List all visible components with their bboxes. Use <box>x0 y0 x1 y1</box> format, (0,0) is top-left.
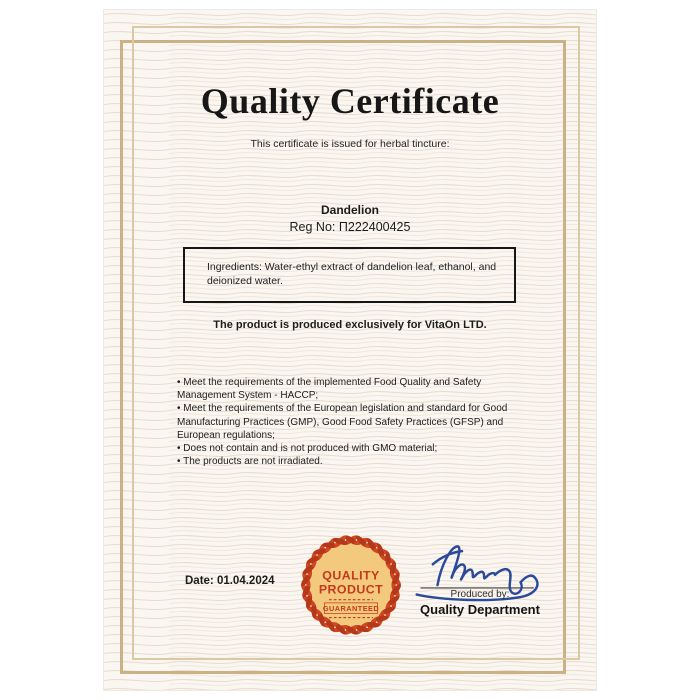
badge-line3: GUARANTEED <box>322 604 380 614</box>
signature-block <box>398 536 562 617</box>
quality-seal-icon <box>296 530 406 640</box>
requirements-list <box>177 376 533 468</box>
quality-department-label: Quality Department <box>420 602 540 617</box>
requirement-item: • Meet the requirements of the European legislation and standard for Good Manufacturing Practices (GMP), Good Food Safety Practices (GFSP) and European regulations; <box>177 403 508 441</box>
certificate-subtitle: This certificate is issued for herbal tincture: <box>250 138 450 150</box>
registration-number: Reg No: Π222400425 <box>289 220 411 234</box>
certificate-title: Quality Certificate <box>200 81 500 121</box>
issue-date: Date: 01.04.2024 <box>185 575 275 587</box>
exclusivity-statement: The product is produced exclusively for VitaOn LTD. <box>213 319 487 331</box>
badge-line2: PRODUCT <box>318 582 384 597</box>
requirement-item: • Does not contain and is not produced with GMO material; <box>177 442 438 454</box>
product-name: Dandelion <box>320 203 379 217</box>
ingredients-box <box>183 247 516 303</box>
certificate-paper <box>104 10 596 690</box>
requirement-item: • The products are not irradiated. <box>177 456 323 468</box>
ingredients-text: Ingredients: Water-ethyl extract of dandelion leaf, ethanol, and deionized water. <box>207 261 497 287</box>
requirement-item: • Meet the requirements of the implemented Food Quality and Safety Management System - HACCP; <box>177 377 482 402</box>
produced-by-label: Produced by: <box>450 589 510 600</box>
badge-line1: QUALITY <box>322 568 380 583</box>
